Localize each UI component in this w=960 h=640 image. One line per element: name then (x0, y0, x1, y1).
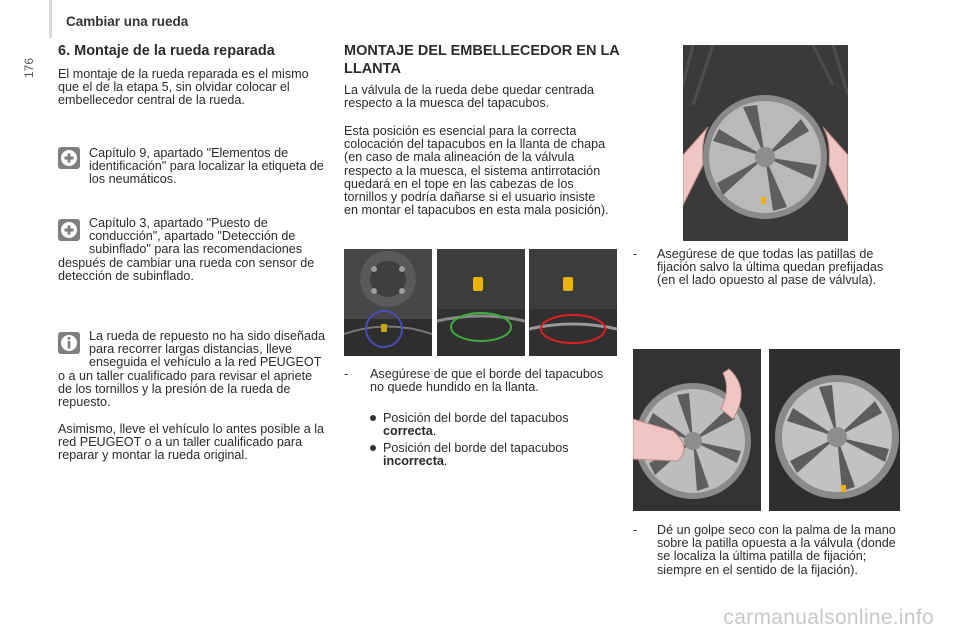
step-dash: - (633, 247, 638, 261)
watermark: carmanualsonline.info (723, 606, 934, 629)
page-header-title: Cambiar una rueda (66, 14, 189, 29)
page-number: 176 (22, 57, 36, 78)
header-bar (49, 0, 52, 38)
trim-paragraph-1: La válvula de la rueda debe quedar centrada respecto a la muesca del tapacubos. (344, 83, 594, 111)
fitted-trim-photo (769, 349, 900, 511)
step-dash: - (344, 367, 349, 381)
hands-fitting-trim-photo (683, 45, 848, 241)
bullet-incorrect-text: Posición del borde del tapacubos (383, 441, 569, 455)
bullet-correct-period: . (432, 424, 437, 439)
note-original-wheel: Asimismo, lleve el vehículo lo antes posible a la red PEUGEOT o a un taller cualificado para reparar y montar la rueda original. (58, 422, 324, 463)
note-spare-wheel (58, 330, 326, 409)
note-underinflation-text: Capítulo 3, apartado "Puesto de conducción", apartado "Detección de subinflado" para las recomendaciones después de cambiar una rueda con sensor de detección de subinflado. (58, 216, 315, 283)
bullet-correct-label: correcta (383, 424, 433, 439)
step-trim-edge: Asegúrese de que el borde del tapacubos no quede hundido en la llanta. (370, 367, 604, 395)
section-title: 6. Montaje de la rueda reparada (58, 43, 275, 59)
note-identification: Capítulo 9, apartado "Elementos de identificación" para localizar la etiqueta de los neumáticos. (89, 146, 324, 187)
bullet-incorrect-label: incorrecta (383, 454, 444, 469)
bullet-incorrect-period: . (443, 454, 448, 469)
incorrect-position-photo (529, 249, 617, 356)
bullet-dot (370, 415, 376, 421)
bullet-correct (370, 412, 620, 438)
trim-paragraph-2: Esta posición es esencial para la correcta colocación del tapacubos en la llanta de chapa (en caso de mala alineación de la válvula respecto a la muesca, el sistema antirrotación quedará en el tope en las cabezas de los tornillos y podría dañarse si el usuario insiste en montar el tapacubos en esta mala posición). (344, 124, 609, 218)
trim-section-title: MONTAJE DEL EMBELLECEDOR EN LA LLANTA (344, 43, 620, 77)
correct-position-photo (437, 249, 525, 356)
wheel-valve-photo (344, 249, 432, 356)
hand-strike-photo (633, 349, 761, 511)
step-dash: - (633, 523, 638, 537)
note-underinflation (58, 217, 326, 283)
step-clips: Asegúrese de que todas las patillas de fijación salvo la última quedan prefijadas (en el lado opuesto al pase de válvula). (657, 247, 884, 288)
plus-icon (58, 147, 80, 169)
intro-paragraph: El montaje de la rueda reparada es el mismo que el de la etapa 5, sin olvidar colocar el embellecedor central de la rueda. (58, 67, 309, 108)
bullet-dot (370, 445, 376, 451)
bullet-correct-text: Posición del borde del tapacubos (383, 411, 569, 425)
step-strike: Dé un golpe seco con la palma de la mano sobre la patilla opuesta a la válvula (donde se localiza la última patilla de fijación; siempre en el sentido de la fijación). (657, 523, 896, 577)
note-spare-wheel-text: La rueda de repuesto no ha sido diseñada para recorrer largas distancias, lleve enseguida el vehículo a la red PEUGEOT o a un taller cualificado para revisar el apriete de los tornillos y la presión de la rueda de repuesto. (58, 329, 325, 410)
bullet-incorrect (370, 442, 620, 468)
